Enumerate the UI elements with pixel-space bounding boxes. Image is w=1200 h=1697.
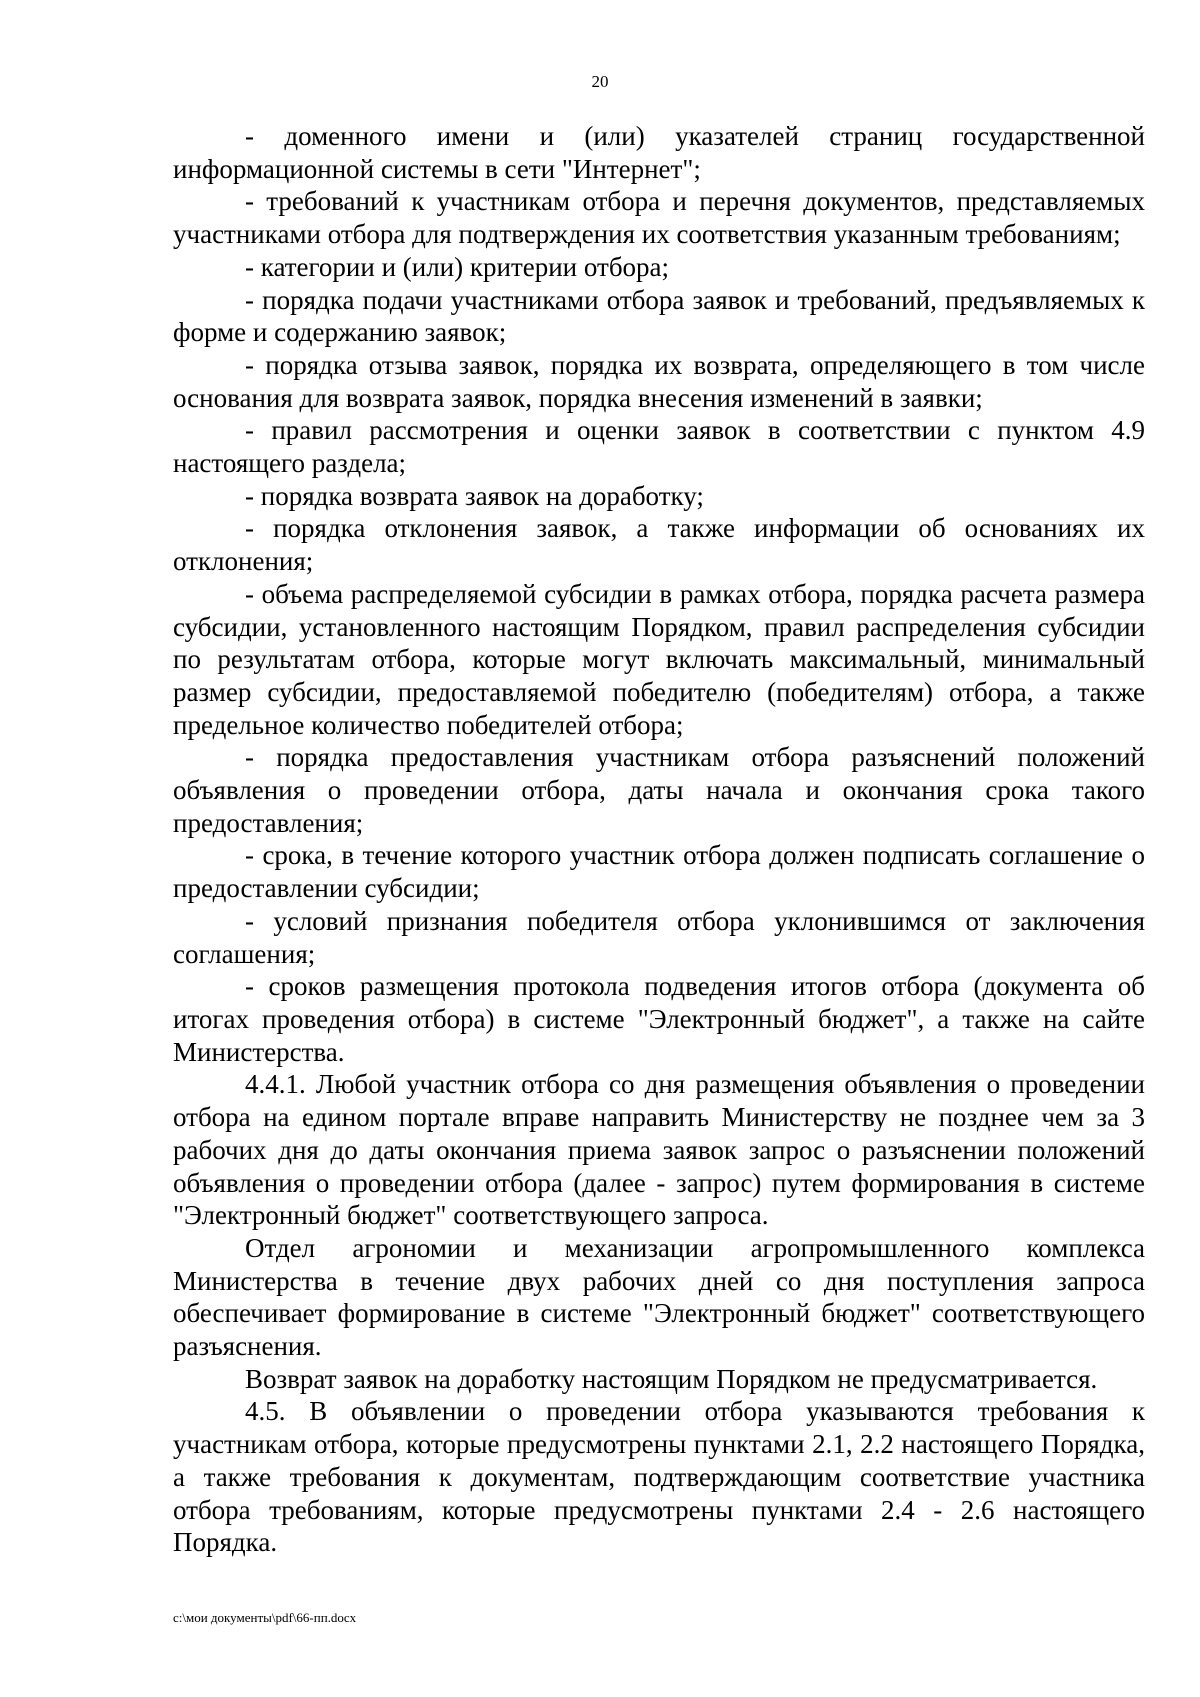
paragraph: - правил рассмотрения и оценки заявок в соответствии с пунктом 4.9 настоящего раздела; <box>173 415 1145 479</box>
paragraph: - порядка подачи участниками отбора заявок и требований, предъявляемых к форме и содержанию заявок; <box>173 284 1145 348</box>
paragraph: - порядка отзыва заявок, порядка их возврата, определяющего в том числе основания для возврата заявок, порядка внесения изменений в заявки; <box>173 349 1145 413</box>
paragraph: 4.4.1. Любой участник отбора со дня размещения объявления о проведении отбора на едином портале вправе направить Министерству не позднее чем за 3 рабочих дня до даты окончания приема заявок запрос о разъяснении положений объявления о проведении отбора (далее - запрос) путем формирования в системе "Электронный бюджет" соответствующего запроса. <box>173 1069 1145 1231</box>
paragraph: - порядка предоставления участникам отбора разъяснений положений объявления о проведении отбора, даты начала и окончания срока такого предоставления; <box>173 742 1145 838</box>
paragraph: - порядка возврата заявок на доработку; <box>245 480 704 511</box>
paragraph: - порядка отклонения заявок, а также информации об основаниях их отклонения; <box>173 513 1145 577</box>
paragraph: - доменного имени и (или) указателей страниц государственной информационной системы в сети "Интернет"; <box>173 121 1145 184</box>
paragraph: - сроков размещения протокола подведения итогов отбора (документа об итогах проведения отбора) в системе "Электронный бюджет", а также на сайте Министерства. <box>173 971 1145 1067</box>
paragraph: 4.5. В объявлении о проведении отбора указываются требования к участникам отбора, которые предусмотрены пунктами 2.1, 2.2 настоящего Порядка, а также требования к документам, подтверждающим соответствие участника отбора требованиям, которые предусмотрены пунктами 2.4 - 2.6 настоящего Порядка. <box>173 1396 1145 1558</box>
paragraph: - категории и (или) критерии отбора; <box>245 251 670 282</box>
page-number: 20 <box>591 72 609 91</box>
paragraph: - срока, в течение которого участник отбора должен подписать соглашение о предоставлении субсидии; <box>173 840 1145 904</box>
footer-file-path: c:\мои документы\pdf\66-пп.docx <box>173 1610 357 1625</box>
paragraph: - объема распределяемой субсидии в рамках отбора, порядка расчета размера субсидии, установленного настоящим Порядком, правил распределения субсидии по результатам отбора, которые могут включать максимальный, минимальный размер субсидии, предоставляемой победителю (победителям) отбора, а также предельное количество победителей отбора; <box>173 578 1145 740</box>
paragraph: - условий признания победителя отбора уклонившимся от заключения соглашения; <box>173 905 1145 969</box>
paragraph: Возврат заявок на доработку настоящим Порядком не предусматривается. <box>245 1363 1098 1394</box>
paragraph: Отдел агрономии и механизации агропромышленного комплекса Министерства в течение двух рабочих дней со дня поступления запроса обеспечивает формирование в системе "Электронный бюджет" соответствующего разъяснения. <box>173 1232 1145 1362</box>
document-body <box>173 120 1145 1559</box>
paragraph: - требований к участникам отбора и перечня документов, представляемых участниками отбора для подтверждения их соответствия указанным требованиям; <box>173 186 1145 250</box>
